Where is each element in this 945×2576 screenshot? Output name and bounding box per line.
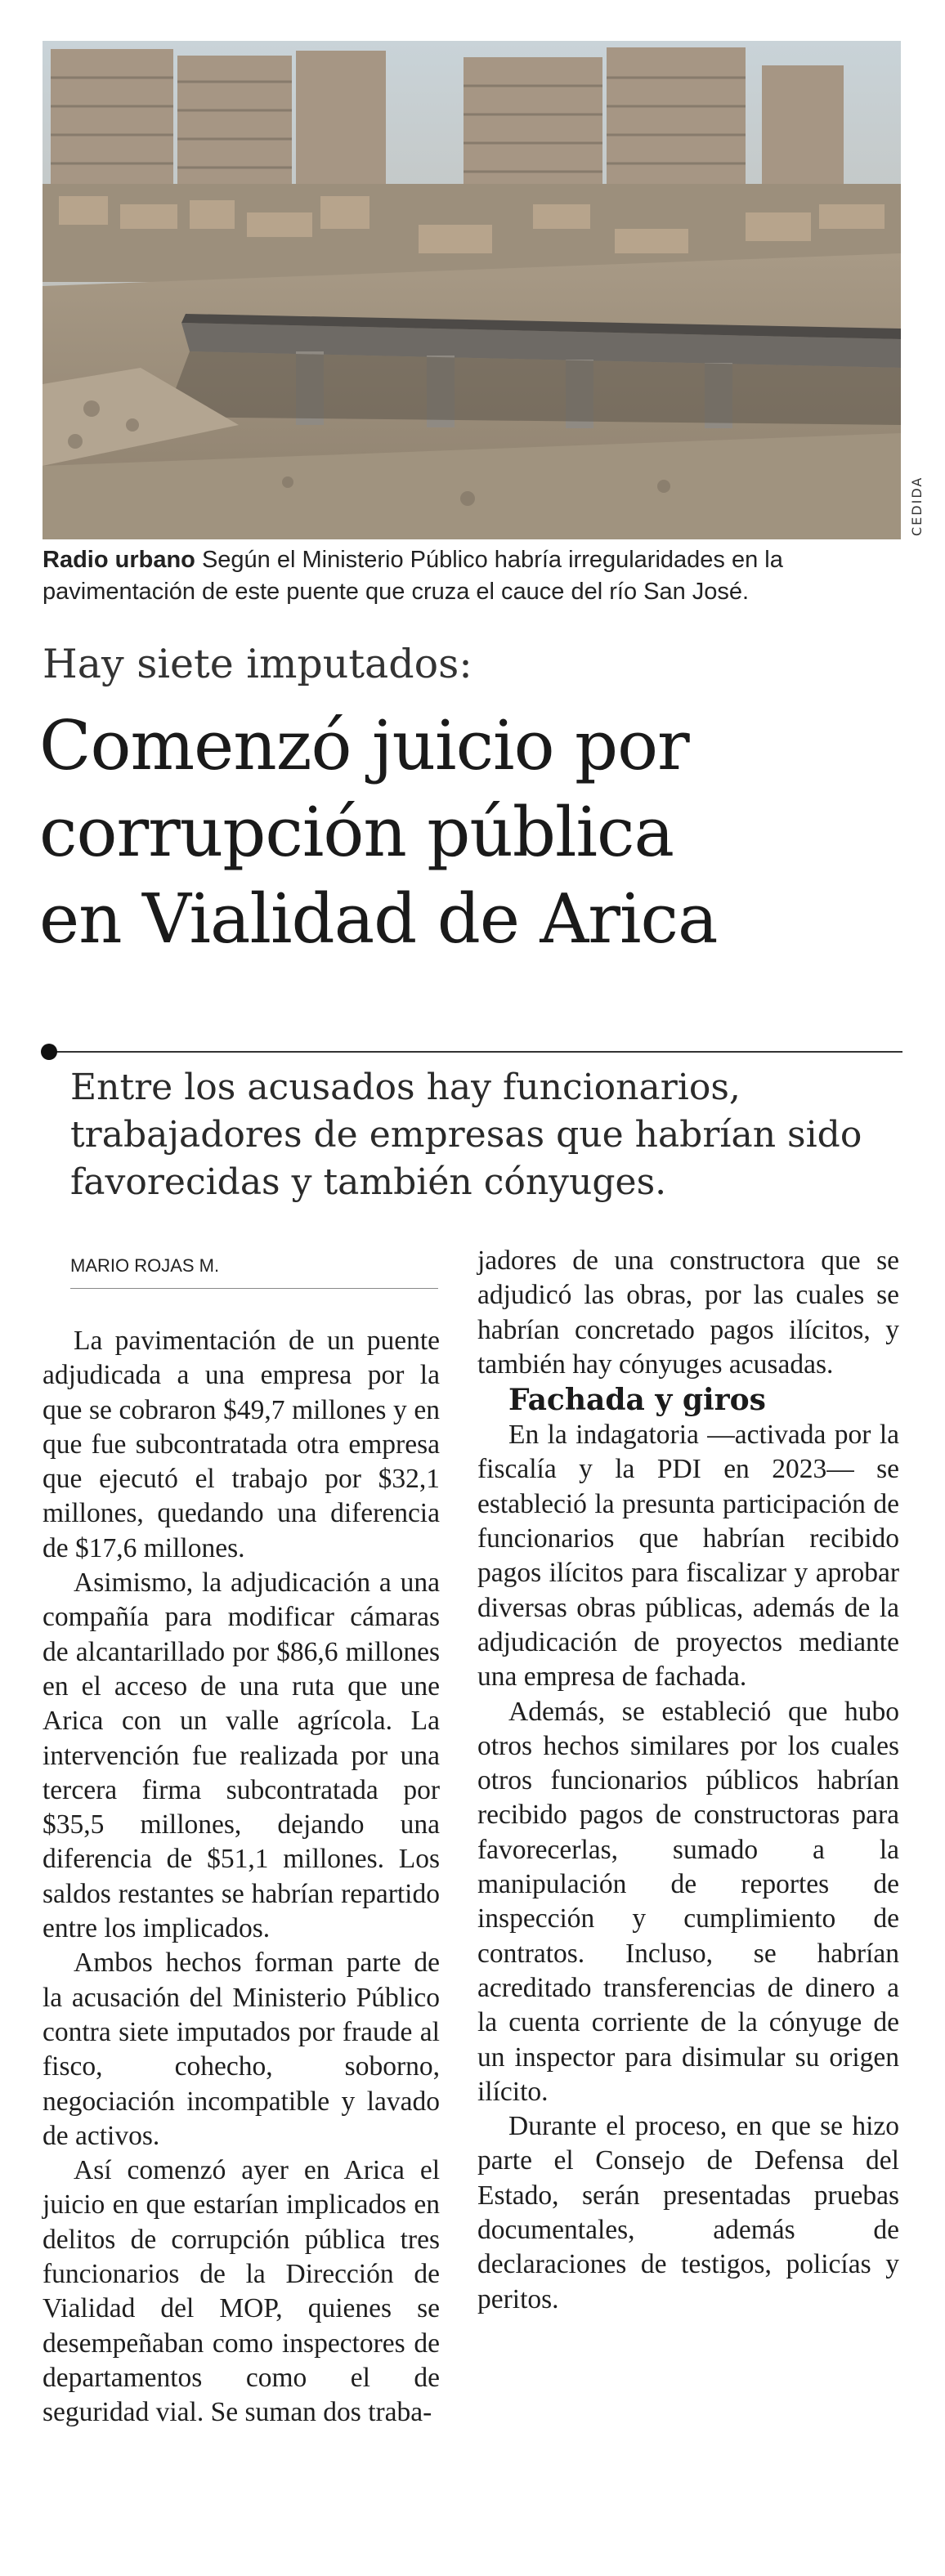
photo-caption <box>43 544 909 608</box>
headline-line: corrupción pública <box>39 793 674 872</box>
body-paragraph: En la indagatoria —activada por la fiscalía y la PDI en 2023— se estableció la presunta participación de funcionarios que habrían recibido pagos ilícitos para fiscalizar y aprobar diversas obras públicas, además de la adjudicación de proyectos mediante una empresa de fachada. <box>477 1420 899 1693</box>
caption-label: Radio urbano <box>43 547 195 573</box>
headline-line: en Vialidad de Arica <box>39 879 718 959</box>
bullet-dot <box>41 1044 57 1060</box>
lead-divider <box>49 1051 902 1053</box>
body-paragraph: Además, se estableció que hubo otros hechos similares por los cuales otros funcionarios públicos habrían recibido pagos de constructoras para favorecerlas, sumado a la manipulación de reportes de inspección y cumplimiento de contratos. Incluso, se habrían acreditado transferencias de dinero a la cuenta corriente de la cónyuge de un inspector para disimular su origen ilícito. <box>477 1696 899 2107</box>
body-paragraph: Así comenzó ayer en Arica el juicio en que estarían implicados en delitos de corrupción pública tres funcionarios de la Dirección de Vialidad del MOP, quienes se desempeñaban como inspectores de departamentos como el de seguridad vial. Se suman dos traba- <box>43 2155 440 2428</box>
headline <box>39 703 717 963</box>
byline-divider <box>70 1288 438 1289</box>
body-paragraph: La pavimentación de un puente adjudicada a una empresa por la que se cobraron $49,7 millones y en que fue subcontratada otra empresa que ejecutó el trabajo por $32,1 millones, quedando una diferencia de $17,6 millones. <box>43 1326 440 1563</box>
article-column-1 <box>43 1324 440 2431</box>
bridge-photo <box>43 41 901 539</box>
photo-bridge-icon <box>43 41 901 539</box>
body-paragraph-continuation: jadores de una constructora que se adjudicó las obras, por las cuales se habrían concretado pagos ilícitos, y también hay cónyuges acusadas. <box>477 1246 899 1380</box>
caption-text: Según el Ministerio Público habría irregularidades en la pavimentación de este puente que cruza el cauce del río San José. <box>43 547 783 605</box>
body-paragraph: Asimismo, la adjudicación a una compañía para modificar cámaras de alcantarillado por $86,6 millones en el acceso de una ruta que une Arica con un valle agrícola. La intervención fue realizada por una tercera firma subcontratada por $35,5 millones, dejando una diferencia de $51,1 millones. Los saldos restantes se habrían repartido entre los implicados. <box>43 1568 440 1944</box>
kicker: Hay siete imputados: <box>43 641 472 687</box>
headline-line: Comenzó juicio por <box>39 706 689 785</box>
photo-credit: CEDIDA <box>909 476 925 536</box>
section-subhead: Fachada y giros <box>508 1383 766 1418</box>
byline: MARIO ROJAS M. <box>70 1255 220 1276</box>
body-paragraph: Durante el proceso, en que se hizo parte el Consejo de Defensa del Estado, serán presentadas pruebas documentales, además de declaraciones de testigos, policías y peritos. <box>477 2111 899 2314</box>
lead-paragraph: Entre los acusados hay funcionarios, trabajadores de empresas que habrían sido favorecidas y también cónyuges. <box>70 1067 862 1203</box>
body-paragraph: Ambos hechos forman parte de la acusación del Ministerio Público contra siete imputados por fraude al fisco, cohecho, soborno, negociación incompatible y lavado de activos. <box>43 1948 440 2151</box>
article-column-2 <box>477 1244 899 2317</box>
